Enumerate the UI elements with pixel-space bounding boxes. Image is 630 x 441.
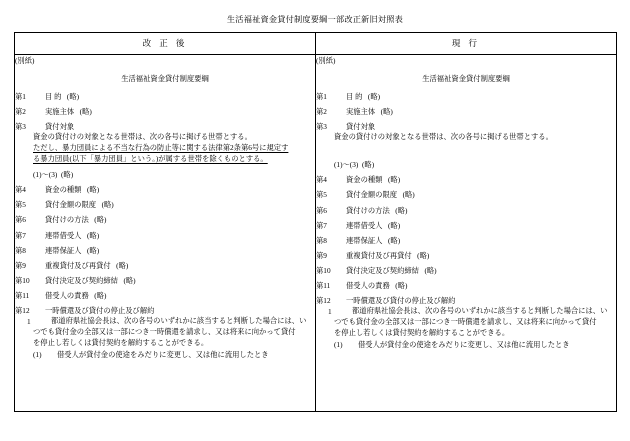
left-item-2-note: (略) [79,107,92,117]
left-item-7-note: (略) [86,230,100,240]
right-item-6-num: 第6 [316,205,327,215]
left-body-line-1: 資金の貸付けの対象となる世帯は、次の各号に掲げる世帯とする。 [33,132,252,142]
left-item-4-note: (略) [86,185,100,195]
left-range-line: (1)～(3) (略) [33,170,74,180]
left-subclause-1-num: (1) [33,349,42,359]
left-item-1 [15,91,315,102]
left-clause-1-line-2: つでも貸付金の全部又は一部につき一時償還を請求し、又は将来に向かって貸付 [33,327,296,337]
right-subclause-1-text: 借受人が貸付金の使途をみだりに変更し、又は他に流用したとき [358,340,570,350]
left-item-8 [15,245,315,256]
left-subclause-1-text: 借受人が貸付金の使途をみだりに変更し、又は他に流用したとき [57,349,269,359]
right-item-4-note: (略) [387,175,401,185]
right-item-7 [316,220,616,231]
right-item-4 [316,174,616,185]
left-item-1-num: 第1 [15,92,26,102]
right-annotation: (別紙) [316,56,336,65]
right-item-9-note: (略) [417,250,430,260]
right-item-2-label: 実施主体 [346,107,376,117]
left-item-6-note: (略) [94,215,107,225]
left-clause-1-line-1: 都道府県社協会長は、次の各号のいずれかに該当すると判断した場合には、い [51,315,307,325]
left-item-12-num: 第12 [15,305,30,315]
right-item-10-label: 貸付決定及び契約締結 [346,265,419,275]
right-item-11-label: 借受人の責務 [346,280,390,290]
right-item-7-label: 連帯借受人 [346,220,383,230]
left-item-8-note: (略) [86,245,100,255]
right-item-2 [316,106,616,117]
left-annotation: (別紙) [15,56,35,65]
right-item-8 [316,235,616,246]
left-heading: 生活福祉資金貸付制度要綱 [121,74,209,84]
left-item-11 [15,290,315,301]
right-item-1-note: (略) [367,92,381,102]
left-item-2 [15,106,315,117]
right-body-line-1: 資金の貸付けの対象となる世帯は、次の各号に掲げる世帯とする。 [334,132,553,142]
right-item-1-num: 第1 [316,92,327,102]
left-item-12 [15,305,315,316]
right-item-9-label: 重複貸付及び再貸付 [346,250,412,260]
left-item-3-num: 第3 [15,122,26,132]
left-item-1-note: (略) [66,92,80,102]
left-item-5-num: 第5 [15,200,26,210]
left-subclause-1 [15,349,315,360]
right-item-9-num: 第9 [316,250,327,260]
right-item-5-num: 第5 [316,190,327,200]
right-item-10-num: 第10 [316,265,331,275]
left-item-8-num: 第8 [15,245,26,255]
right-clause-1-line-3: を停止し若しくは貸付契約を解約することができる。 [334,328,510,338]
right-item-9 [316,250,616,261]
right-item-10 [316,265,616,276]
left-item-2-label: 実施主体 [45,107,75,117]
left-item-5-label: 貸付金額の限度 [45,200,97,210]
left-clause-1-num: 1 [27,316,31,326]
right-item-6-label: 貸付けの方法 [346,205,390,215]
table-body-row [15,55,617,412]
left-item-10-num: 第10 [15,275,30,285]
right-range-line: (1)～(3) (略) [334,160,375,170]
right-clause-1-num: 1 [328,307,332,317]
left-item-7 [15,230,315,241]
left-item-9-note: (略) [116,260,129,270]
right-item-7-note: (略) [387,220,401,230]
right-item-11-num: 第11 [316,280,331,290]
left-item-5-note: (略) [101,200,114,210]
left-item-7-num: 第7 [15,230,26,240]
right-item-8-num: 第8 [316,235,327,245]
left-item-3 [15,121,315,132]
left-body-line-3: る暴力団員(以下「暴力団員」という。)が属する世帯を除くものとする。 [33,154,268,164]
left-item-7-label: 連帯借受人 [45,230,82,240]
right-item-7-num: 第7 [316,220,327,230]
right-item-2-num: 第2 [316,107,327,117]
left-item-10 [15,275,315,286]
current-column [316,55,617,412]
left-item-8-label: 連帯保証人 [45,245,82,255]
right-item-12-label: 一時償還及び貸付の停止及び解約 [346,296,456,306]
left-item-5 [15,199,315,210]
left-item-10-label: 貸付決定及び契約締結 [45,275,118,285]
right-item-3-num: 第3 [316,122,327,132]
revised-column [15,55,316,412]
left-item-4-label: 資金の種類 [45,185,82,195]
left-clause-1 [15,316,315,327]
left-item-4-num: 第4 [15,185,26,195]
right-item-4-num: 第4 [316,175,327,185]
right-item-12 [316,295,616,306]
right-item-8-note: (略) [387,235,401,245]
right-item-12-num: 第12 [316,296,331,306]
right-heading: 生活福祉資金貸付制度要綱 [422,74,510,84]
left-item-6-num: 第6 [15,215,26,225]
right-item-8-label: 連帯保証人 [346,235,383,245]
table-header-row [15,33,617,55]
right-item-6-note: (略) [395,205,408,215]
left-item-6-label: 貸付けの方法 [45,215,89,225]
right-item-4-label: 資金の種類 [346,175,383,185]
page-title: 生活福祉資金貸付制度要綱一部改正新旧対照表 [226,15,404,24]
left-item-1-label: 目 的 [45,92,62,102]
right-clause-1 [316,306,616,317]
right-item-10-note: (略) [424,265,437,275]
right-item-5 [316,189,616,200]
comparison-table [14,32,617,412]
right-item-3 [316,121,616,132]
right-subclause-1 [316,339,616,350]
left-clause-1-line-3: を停止し若しくは貸付契約を解約することができる。 [33,338,209,347]
left-item-9 [15,260,315,271]
left-item-11-num: 第11 [15,290,30,300]
right-item-5-label: 貸付金額の限度 [346,190,398,200]
right-item-1-label: 目 的 [346,92,363,102]
right-clause-1-line-1: 都道府県社協会長は、次の各号のいずれかに該当すると判断した場合には、い [352,306,608,316]
right-subclause-1-num: (1) [334,340,343,350]
left-item-6 [15,214,315,225]
left-item-4 [15,184,315,195]
left-item-2-num: 第2 [15,107,26,117]
right-clause-1-line-2: つでも貸付金の全部又は一部につき一時償還を請求し、又は将来に向かって貸付 [334,317,597,327]
left-item-10-note: (略) [123,275,136,285]
column-header-current: 現 行 [316,33,617,55]
right-item-11-note: (略) [395,280,408,290]
left-item-11-label: 借受人の責務 [45,290,89,300]
left-item-3-label: 貸付対象 [45,122,75,132]
left-item-9-label: 重複貸付及び再貸付 [45,260,111,270]
right-item-1 [316,91,616,102]
left-item-11-note: (略) [94,290,107,300]
column-header-revised: 改 正 後 [15,33,316,55]
right-item-2-note: (略) [380,107,393,117]
right-item-5-note: (略) [402,190,415,200]
left-body-line-2: ただし、暴力団員による不当な行為の防止等に関する法律第2条第6号に規定す [33,143,289,153]
right-item-11 [316,280,616,291]
left-item-9-num: 第9 [15,260,26,270]
right-item-6 [316,205,616,216]
left-item-12-label: 一時償還及び貸付の停止及び解約 [45,305,155,315]
right-item-3-label: 貸付対象 [346,122,376,132]
